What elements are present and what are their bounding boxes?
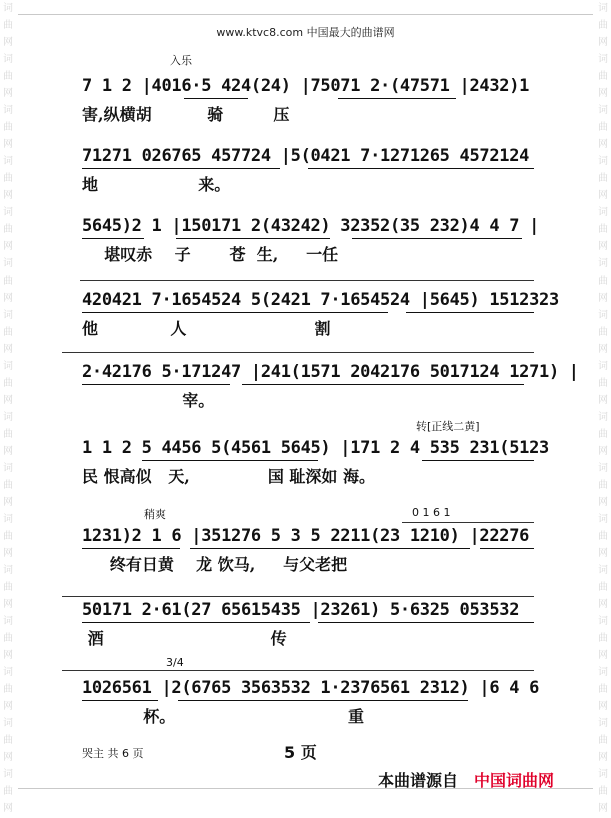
watermark-char: 词 [598,309,608,321]
watermark-char: 曲 [598,20,608,32]
watermark-char: 曲 [3,377,13,389]
watermark-char: 曲 [3,786,13,798]
watermark-char: 网 [598,752,608,764]
notes-line: 71271 026765 457724 |5(0421 7·1271265 4572124 [82,146,530,166]
watermark-char: 词 [3,3,13,15]
beam-underline [82,238,144,239]
watermark-char: 词 [598,156,608,168]
watermark-char: 曲 [3,122,13,134]
watermark-char: 词 [598,565,608,577]
watermark-char: 曲 [598,326,608,338]
watermark-char: 网 [3,139,13,151]
watermark-char: 曲 [3,735,13,747]
watermark-char: 网 [598,343,608,355]
watermark-char: 词 [598,411,608,423]
watermark-char: 网 [598,292,608,304]
watermark-char: 词 [598,769,608,781]
watermark-char: 网 [598,496,608,508]
watermark-char: 词 [3,156,13,168]
annotation-shao-shuang: 稍爽 [144,508,166,521]
lyrics-line: 地 来。 [82,175,231,194]
watermark-char: 网 [598,599,608,611]
watermark-char: 词 [598,667,608,679]
annotation-zhuan-zhengxian-erhuang: 转[正线二黄] [416,420,480,433]
notes-line: 5645)2 1 |150171 2(43242) 32352(35 232)4 4 7 | [82,216,540,236]
watermark-char: 网 [3,496,13,508]
watermark-char: 曲 [598,377,608,389]
watermark-char: 词 [3,411,13,423]
annotation-time-signature: 3/4 [166,656,184,669]
watermark-char: 曲 [598,786,608,798]
footer-title-pages: 哭主 共 6 页 [82,747,144,760]
watermark-char: 网 [3,445,13,457]
watermark-char: 网 [3,394,13,406]
watermark-char: 曲 [598,530,608,542]
beam-underline [318,622,534,623]
watermark-char: 词 [598,718,608,730]
watermark-char: 曲 [598,173,608,185]
watermark-char: 词 [3,207,13,219]
watermark-char: 词 [598,54,608,66]
watermark-char: 曲 [3,326,13,338]
watermark-char: 曲 [598,428,608,440]
watermark-char: 曲 [3,71,13,83]
watermark-char: 网 [3,190,13,202]
watermark-char: 曲 [3,684,13,696]
watermark-char: 词 [598,3,608,15]
watermark-char: 网 [3,599,13,611]
watermark-char: 网 [598,803,608,815]
watermark-char: 词 [3,667,13,679]
watermark-char: 词 [3,258,13,270]
watermark-char: 词 [598,616,608,628]
watermark-char: 曲 [3,479,13,491]
watermark-char: 词 [3,565,13,577]
watermark-char: 网 [598,445,608,457]
beam-underline [480,548,534,549]
watermark-char: 曲 [3,20,13,32]
staff-overline [402,522,534,523]
watermark-char: 词 [3,462,13,474]
notes-line: 50171 2·61(27 65615435 |23261) 5·6325 053532 [82,600,520,620]
lyrics-line: 酒 传 [82,629,287,648]
watermark-char: 曲 [3,582,13,594]
beam-underline [82,700,158,701]
beam-underline [242,384,524,385]
watermark-char: 曲 [598,275,608,287]
lyrics-line: 民 恨高似 天, 国 耻深如 海。 [82,467,375,486]
watermark-char: 网 [598,701,608,713]
watermark-char: 网 [598,190,608,202]
beam-underline [184,98,248,99]
watermark-char: 词 [598,360,608,372]
beam-underline [82,384,230,385]
watermark-char: 网 [598,241,608,253]
beam-underline [176,238,330,239]
watermark-char: 网 [3,548,13,560]
watermark-char: 网 [3,650,13,662]
watermark-char: 词 [598,513,608,525]
watermark-char: 网 [3,343,13,355]
lyrics-line: 害,纵横胡 骑 压 [82,105,290,124]
watermark-char: 曲 [3,428,13,440]
watermark-char: 词 [598,105,608,117]
watermark-char: 词 [3,105,13,117]
watermark-char: 曲 [598,71,608,83]
beam-underline [142,460,318,461]
watermark-char: 曲 [3,224,13,236]
watermark-char: 词 [3,513,13,525]
lyrics-line: 他 人 割 [82,319,331,338]
lyrics-line: 宰。 [82,391,215,410]
source-site[interactable]: 中国词曲网 [474,771,555,790]
watermark-char: 曲 [3,530,13,542]
staff-overline [62,670,534,671]
watermark-char: 曲 [598,582,608,594]
beam-underline [422,460,534,461]
watermark-char: 词 [3,309,13,321]
notes-line: 1026561 |2(6765 3563532 1·2376561 2312) |6 4 6 [82,678,540,698]
annotation-grace-notes: 0 1 6 1 [412,506,451,519]
beam-underline [406,312,534,313]
watermark-char: 网 [598,37,608,49]
page-number: 5 页 [284,743,317,762]
watermark-char: 曲 [598,122,608,134]
notes-line: 7 1 2 |4016·5 424(24) |75071 2·(47571 |2432)1 [82,76,530,96]
watermark-char: 曲 [598,633,608,645]
beam-underline [352,238,522,239]
watermark-char: 词 [3,769,13,781]
lyrics-line: 杯。 重 [82,707,364,726]
watermark-char: 词 [3,718,13,730]
watermark-char: 曲 [598,684,608,696]
watermark-char: 网 [598,139,608,151]
staff-overline [62,596,534,597]
beam-underline [190,548,470,549]
watermark-char: 网 [3,752,13,764]
beam-underline [178,700,468,701]
staff-overline [80,280,534,281]
beam-underline [308,168,534,169]
watermark-char: 网 [598,394,608,406]
watermark-char: 曲 [598,735,608,747]
watermark-char: 曲 [598,479,608,491]
beam-underline [82,548,180,549]
watermark-char: 词 [3,360,13,372]
notes-line: 1231)2 1 6 |351276 5 3 5 2211(23 1210) |22276 [82,526,530,546]
watermark-char: 词 [3,616,13,628]
lyrics-line: 堪叹赤 子 苍 生, 一任 [82,245,339,264]
watermark-char: 词 [598,207,608,219]
watermark-char: 曲 [598,224,608,236]
watermark-char: 网 [598,650,608,662]
watermark-char: 词 [598,462,608,474]
notes-line: 1 1 2 5 4456 5(4561 5645) |171 2 4 535 231(5123 [82,438,549,458]
notes-line: 2·42176 5·171247 |241(1571 2042176 5017124 1271) | [82,362,579,382]
annotation-ru-le: 入乐 [170,54,192,67]
watermark-char: 网 [3,701,13,713]
watermark-char: 网 [3,803,13,815]
beam-underline [338,98,456,99]
beam-underline [82,312,388,313]
notes-line: 420421 7·1654524 5(2421 7·1654524 |5645) 1512323 [82,290,559,310]
watermark-char: 网 [598,88,608,100]
source-attribution [378,768,554,791]
lyrics-line: 终有日黄 龙 饮马, 与父老把 [82,555,348,574]
watermark-char: 曲 [3,633,13,645]
watermark-char: 词 [598,258,608,270]
watermark-char: 网 [3,292,13,304]
watermark-char: 曲 [3,275,13,287]
watermark-char: 网 [3,88,13,100]
header-url: www.ktvc8.com 中国最大的曲谱网 [216,26,395,39]
watermark-char: 网 [598,548,608,560]
watermark-char: 曲 [3,173,13,185]
watermark-char: 网 [3,37,13,49]
staff-overline [62,352,534,353]
watermark-char: 网 [3,241,13,253]
beam-underline [82,622,310,623]
beam-underline [82,168,280,169]
watermark-char: 词 [3,54,13,66]
source-prefix: 本曲谱源自 [378,771,459,790]
